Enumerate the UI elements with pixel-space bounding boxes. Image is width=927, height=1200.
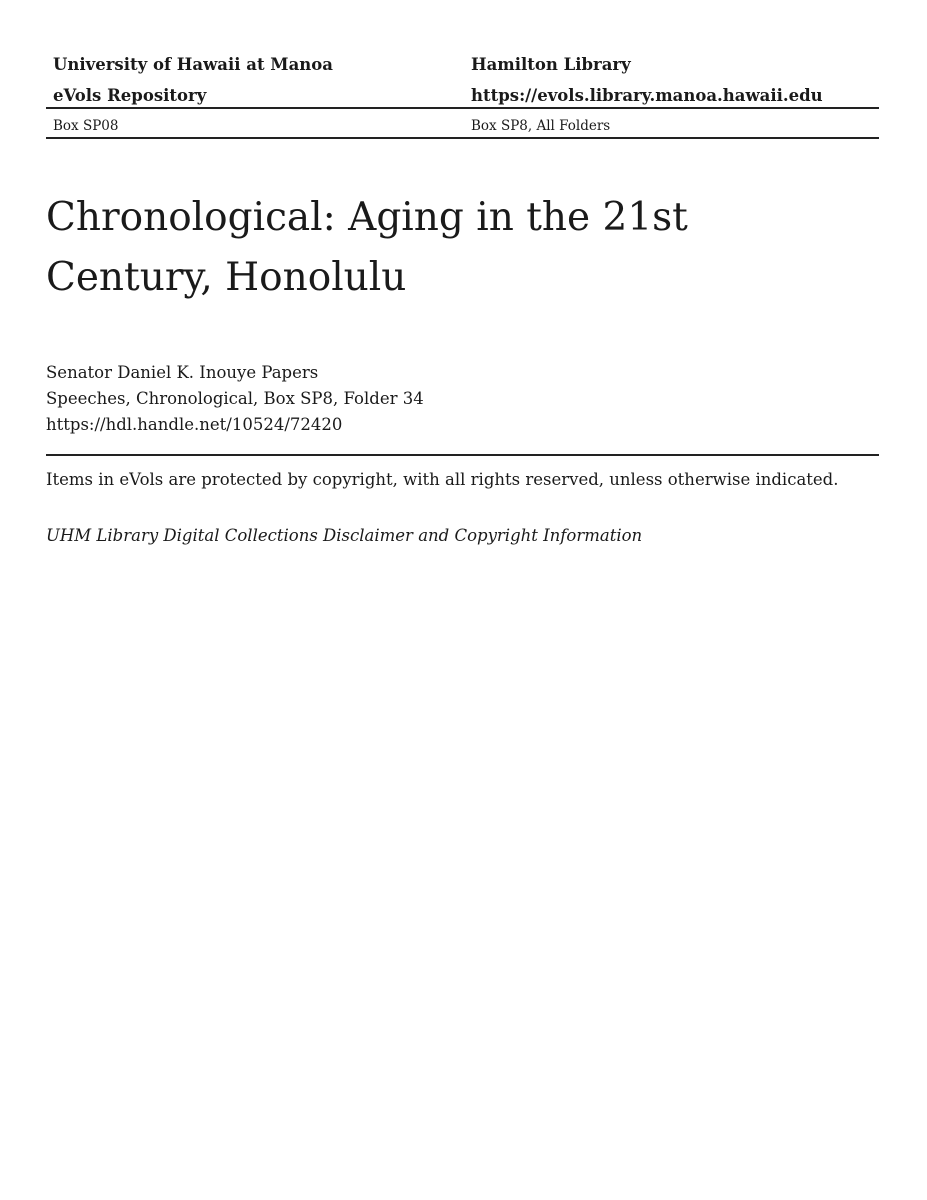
metadata-divider: [46, 454, 879, 456]
box-row: [46, 110, 879, 138]
repository-name: eVols Repository: [53, 86, 207, 105]
disclaimer-link[interactable]: UHM Library Digital Collections Disclaimer and Copyright Information: [46, 526, 643, 545]
document-metadata: [46, 360, 424, 438]
rights-statement: Items in eVols are protected by copyright, with all rights reserved, unless otherwise indicated.: [46, 470, 839, 489]
box-divider: [46, 137, 879, 139]
institution-name: University of Hawaii at Manoa: [53, 55, 333, 74]
header-divider: [46, 107, 879, 109]
document-title: Chronological: Aging in the 21st Century, Honolulu: [46, 195, 688, 300]
box-label: Box SP08: [53, 118, 119, 134]
repository-url-link[interactable]: https://evols.library.manoa.hawaii.edu: [471, 86, 823, 105]
box-folders-label: Box SP8, All Folders: [471, 118, 611, 134]
library-name: Hamilton Library: [471, 55, 631, 74]
header-row-top: [46, 50, 879, 80]
collection-name: Senator Daniel K. Inouye Papers: [46, 363, 319, 382]
series-info: Speeches, Chronological, Box SP8, Folder 34: [46, 389, 424, 408]
handle-link[interactable]: https://hdl.handle.net/10524/72420: [46, 415, 343, 434]
